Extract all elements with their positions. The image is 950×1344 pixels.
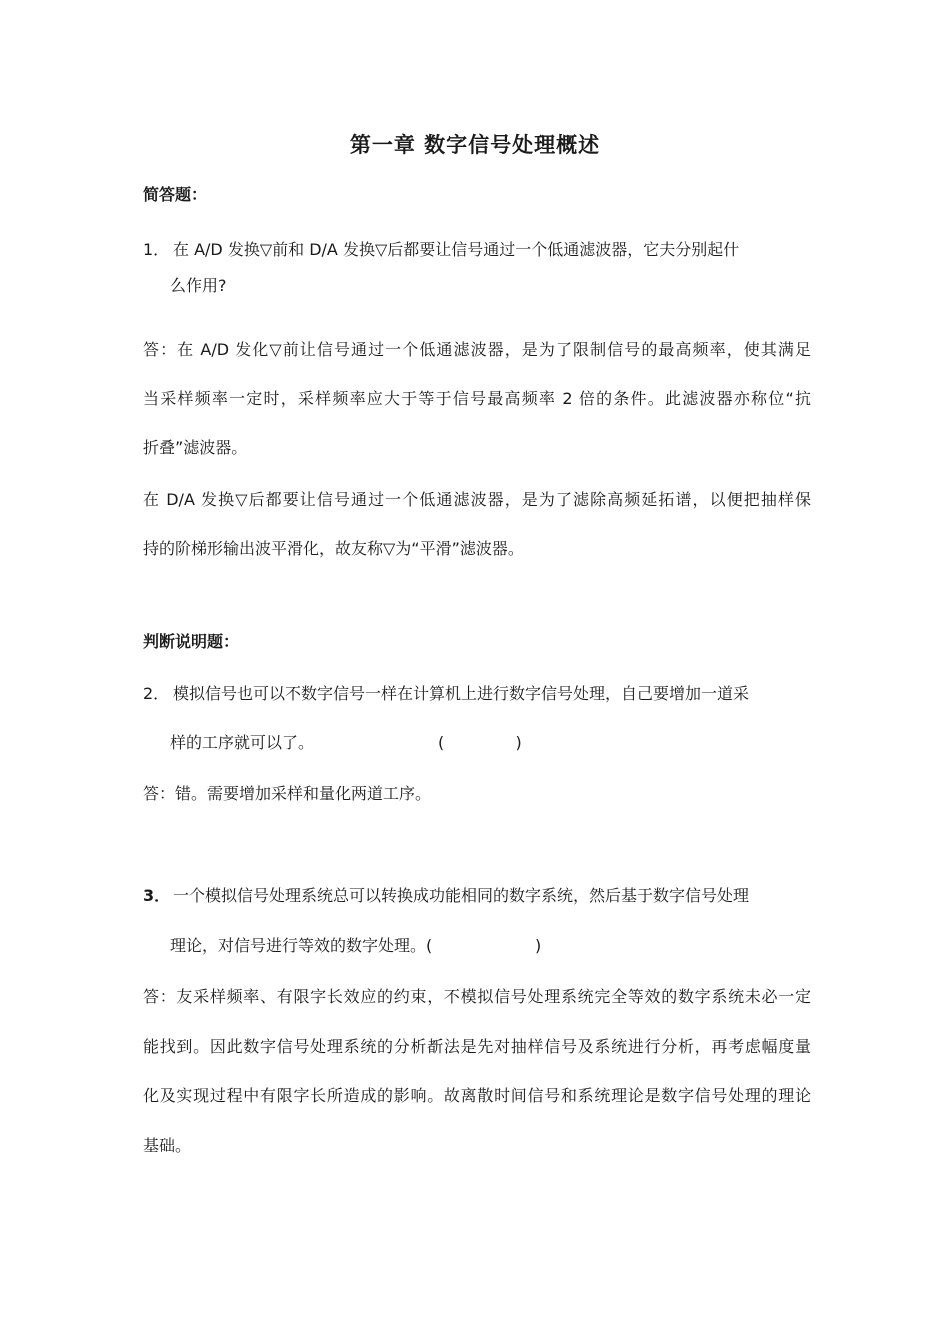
question-1-number: 1． <box>143 240 170 259</box>
question-3-number: 3． <box>143 886 171 905</box>
section-heading-short-answer: 简答题： <box>143 185 208 204</box>
question-3-text-1: 一个模拟信号处理系统总可以转换成功能相同的数字系统，然后基于数字信号处理 <box>173 886 750 905</box>
section-heading-judgment: 判断说明题： <box>143 632 240 651</box>
question-2-text-1: 模拟信号也可以不数字信号一样在计算机上进行数字信号处理，自己要增加一道采 <box>173 684 750 703</box>
question-3-line-1 <box>143 884 811 908</box>
question-1-text-1: 在 A/D 发换▽前和 D/A 发换▽后都要让信号通过一个低通滤波器，它夫分别起什 <box>173 240 740 259</box>
question-2-line-2: 样的工序就可以了。 <box>170 733 315 752</box>
question-2-answer-blank: ( ) <box>438 733 522 752</box>
question-1-line-2: 么作用? <box>170 276 227 295</box>
question-3-line-2: 理论，对信号进行等效的数字处理。( <box>170 936 433 955</box>
answer-1-line-3: 折叠”滤波器。 <box>143 438 248 457</box>
answer-3-line-2: 能找到。因此数字信号处理系统的分析斱法是先对抽样信号及系统进行分析，再考虑幅度量 <box>143 1037 811 1056</box>
question-2-line-1 <box>143 682 811 706</box>
answer-1-line-2: 当采样频率一定时，采样频率应大于等于信号最高频率 2 倍的条件。此滤波器亦称位“抗 <box>143 389 811 408</box>
answer-3-line-1: 答：友采样频率、有限字长效应的约束，不模拟信号处理系统完全等效的数字系统未必一定 <box>143 987 811 1006</box>
answer-1-line-1: 答：在 A/D 发化▽前让信号通过一个低通滤波器，是为了限制信号的最高频率，使其满足 <box>143 340 811 359</box>
answer-2-line-1: 答：错。需要增加采样和量化两道工序。 <box>143 784 432 803</box>
answer-3-line-3: 化及实现过程中有限字长所造成的影响。故离散时间信号和系统理论是数字信号处理的理论 <box>143 1086 811 1105</box>
chapter-title: 第一章 数字信号处理概述 <box>349 133 601 157</box>
answer-3-line-4: 基础。 <box>143 1136 192 1155</box>
question-1-line-1 <box>143 238 811 262</box>
question-3-answer-blank-close: ) <box>535 936 542 955</box>
question-2-number: 2． <box>143 684 170 703</box>
answer-1-line-5: 持的阶梯形输出波平滑化，故友称▽为“平滑”滤波器。 <box>143 539 524 558</box>
answer-1-line-4: 在 D/A 发换▽后都要让信号通过一个低通滤波器，是为了滤除高频延拓谱，以便把抽样保 <box>143 490 811 509</box>
